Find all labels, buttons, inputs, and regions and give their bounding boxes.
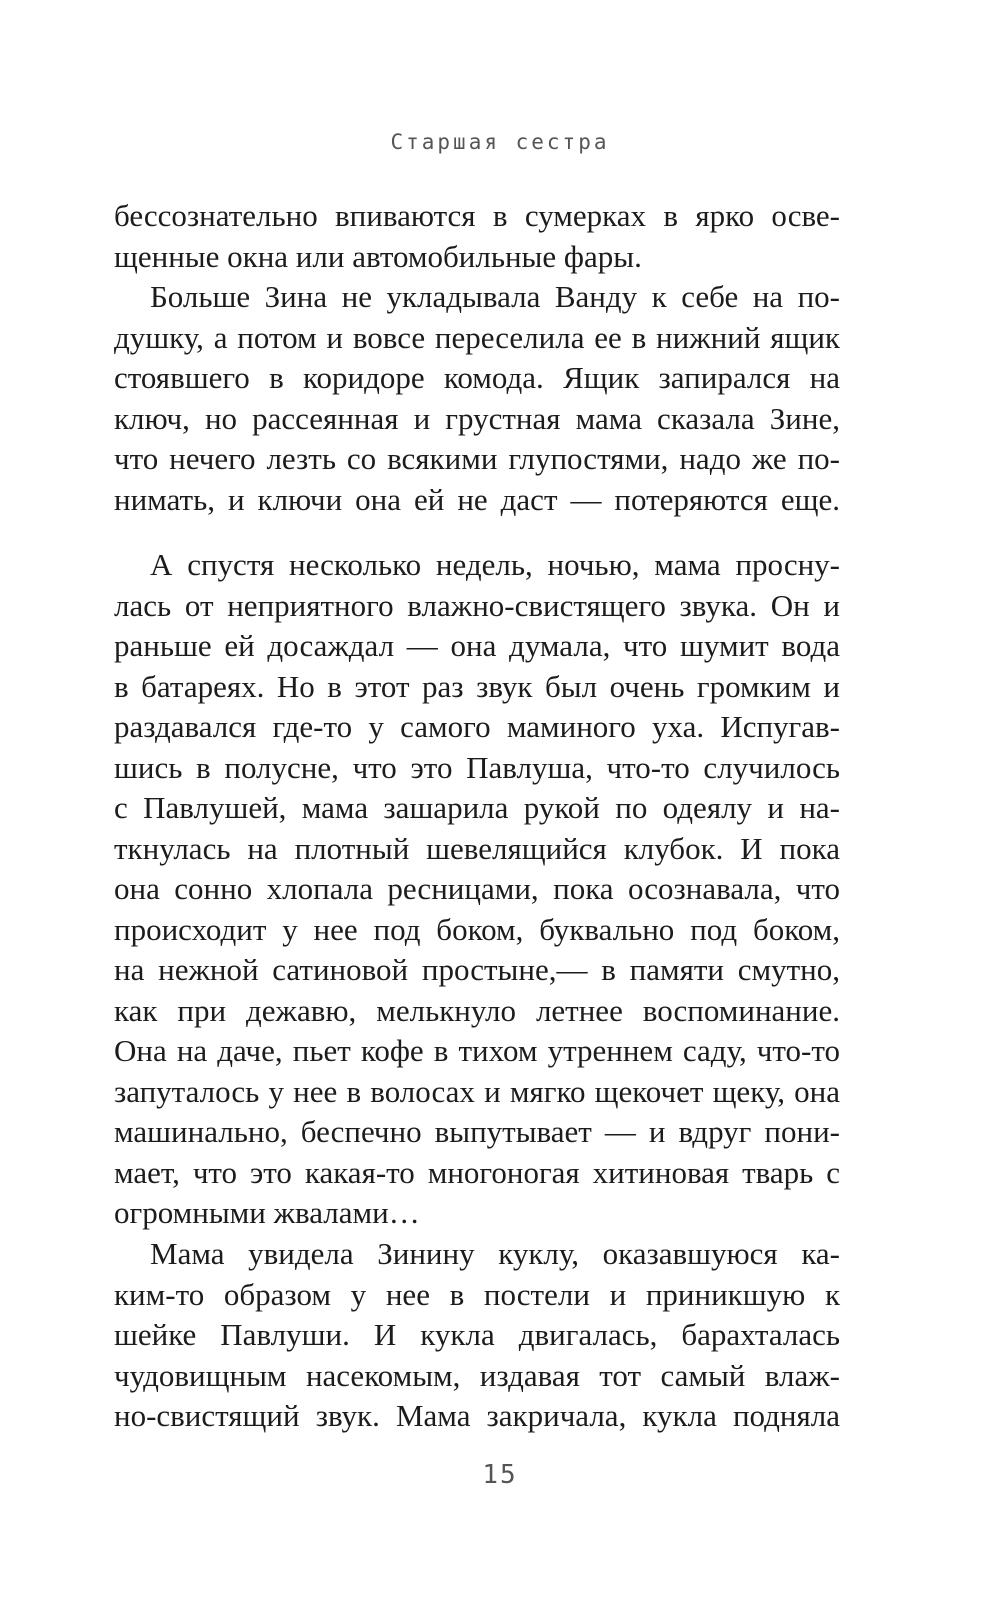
- paragraph: [114, 545, 840, 1234]
- text-line: шись в полусне, что это Павлуша, что-то случилось: [114, 749, 840, 785]
- text-line: мает, что это какая-то многоногая хитиновая тварь с: [114, 1154, 840, 1190]
- text-line: А спустя несколько недель, ночью, мама просну-: [150, 547, 840, 582]
- text-line: на нежной сатиновой простыне,— в памяти смутно,: [114, 952, 840, 987]
- text-line: Она на даче, пьет кофе в тихом утреннем саду, что-то: [114, 1033, 840, 1068]
- page-number: 15: [482, 1460, 518, 1490]
- text-line: с Павлушей, мама зашарила рукой по одеялу и на-: [114, 790, 840, 825]
- text-line: но-свистящий звук. Мама закричала, кукла подняла: [114, 1398, 840, 1433]
- text-line: что нечего лезть со всякими глупостями, надо же по-: [114, 441, 840, 476]
- text-line: нимать, и ключи она ей не даст — потеряются еще.: [114, 481, 840, 517]
- text-line: огромными жвалами…: [114, 1195, 420, 1230]
- text-line: бессознательно впиваются в сумерках в ярко осве-: [114, 198, 840, 233]
- text-line: запуталось у нее в волосах и мягко щекочет щеку, она: [114, 1073, 840, 1109]
- text-line: душку, а потом и вовсе переселила ее в нижний ящик: [114, 319, 840, 355]
- text-line: ким-то образом у нее в постели и приникшую к: [114, 1276, 840, 1312]
- text-line: происходит у нее под боком, буквально под боком,: [114, 911, 840, 947]
- text-line: раздавался где-то у самого маминого уха. Испугав-: [114, 709, 840, 744]
- text-line: она сонно хлопала ресницами, пока осознавала, что: [114, 871, 840, 906]
- text-line: лась от неприятного влажно-свистящего звука. Он и: [114, 587, 840, 623]
- text-line: в батареях. Но в этот раз звук был очень громким и: [114, 668, 840, 704]
- text-line: ткнулась на плотный шевелящийся клубок. И пока: [114, 830, 840, 866]
- running-title: Старшая сестра: [390, 130, 610, 154]
- text-line: Больше Зина не укладывала Ванду к себе на по-: [150, 279, 840, 314]
- text-line: машинально, беспечно выпутывает — и вдруг пони-: [114, 1114, 840, 1149]
- paragraph-continuation: [114, 196, 840, 277]
- text-line: щенные окна или автомобильные фары.: [114, 238, 642, 274]
- paragraph: [114, 277, 840, 520]
- text-line: как при дежавю, мелькнуло летнее воспоминание.: [114, 992, 840, 1028]
- text-line: стоявшего в коридоре комода. Ящик запирался на: [114, 360, 840, 395]
- text-line: Мама увидела Зинину куклу, оказавшуюся ка-: [150, 1236, 840, 1271]
- paragraph: [114, 1234, 840, 1437]
- text-line: раньше ей досаждал — она думала, что шумит вода: [114, 628, 840, 663]
- text-line: ключ, но рассеянная и грустная мама сказала Зине,: [114, 400, 840, 436]
- text-line: чудовищным насекомым, издавая тот самый влаж-: [114, 1357, 840, 1393]
- text-line: шейке Павлуши. И кукла двигалась, барахталась: [114, 1317, 840, 1352]
